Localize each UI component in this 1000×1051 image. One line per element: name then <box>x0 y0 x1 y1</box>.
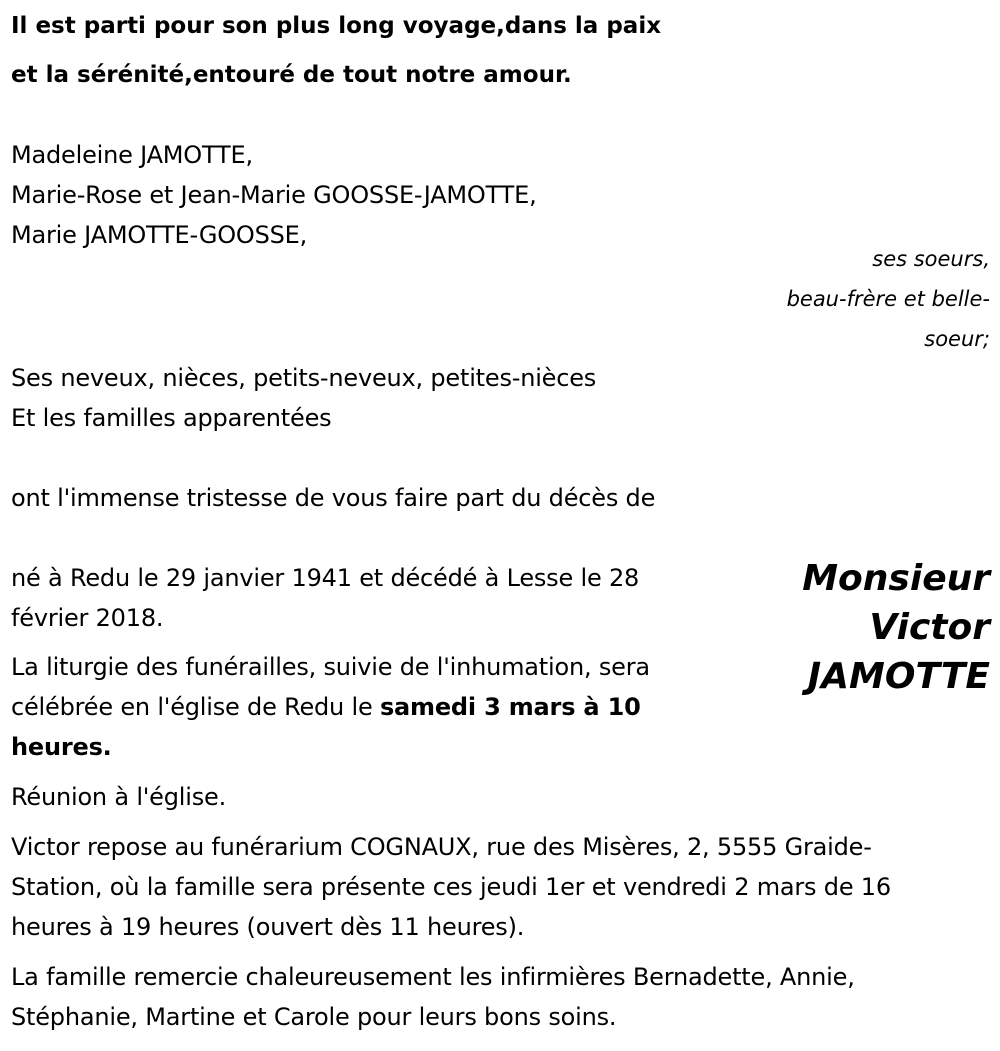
thanks-line: Stéphanie, Martine et Carole pour leurs bons soins. <box>11 1003 617 1031</box>
relation-line: ses soeurs, <box>872 247 990 271</box>
family-member: Marie JAMOTTE-GOOSSE, <box>11 221 308 249</box>
relatives-line: Ses neveux, nièces, petits-neveux, petites-nièces <box>11 364 597 392</box>
relation-line: beau-frère et belle- <box>786 287 990 311</box>
liturgy-date: samedi 3 mars à 10 <box>379 693 641 721</box>
deceased-first-name: Victor <box>869 607 990 648</box>
funerarium-line: Victor repose au funérarium COGNAUX, rue des Misères, 2, 5555 Graide- <box>11 833 872 861</box>
deceased-title: Monsieur <box>802 558 990 599</box>
birth-death-line: né à Redu le 29 janvier 1941 et décédé à Lesse le 28 <box>11 564 640 592</box>
liturgy-hour: heures. <box>11 733 112 761</box>
liturgy-line-2 <box>11 692 641 722</box>
relation-line: soeur; <box>924 327 990 351</box>
announcement: ont l'immense tristesse de vous faire part du décès de <box>11 484 656 512</box>
intro-line-2: et la sérénité,entouré de tout notre amour. <box>11 62 572 88</box>
relatives-line: Et les familles apparentées <box>11 404 332 432</box>
thanks-line: La famille remercie chaleureusement les infirmières Bernadette, Annie, <box>11 963 855 991</box>
birth-death-line: février 2018. <box>11 604 164 632</box>
deceased-last-name: JAMOTTE <box>807 656 990 697</box>
liturgy-text: célébrée en l'église de Redu le <box>11 693 380 721</box>
funerarium-line: Station, où la famille sera présente ces jeudi 1er et vendredi 2 mars de 16 <box>11 873 891 901</box>
funerarium-line: heures à 19 heures (ouvert dès 11 heures). <box>11 913 525 941</box>
family-member: Marie-Rose et Jean-Marie GOOSSE-JAMOTTE, <box>11 181 537 209</box>
meeting-line: Réunion à l'église. <box>11 783 227 811</box>
family-member: Madeleine JAMOTTE, <box>11 141 253 169</box>
intro-line-1: Il est parti pour son plus long voyage,dans la paix <box>11 13 662 39</box>
liturgy-line-3 <box>11 732 112 762</box>
liturgy-line-1: La liturgie des funérailles, suivie de l'inhumation, sera <box>11 653 650 681</box>
